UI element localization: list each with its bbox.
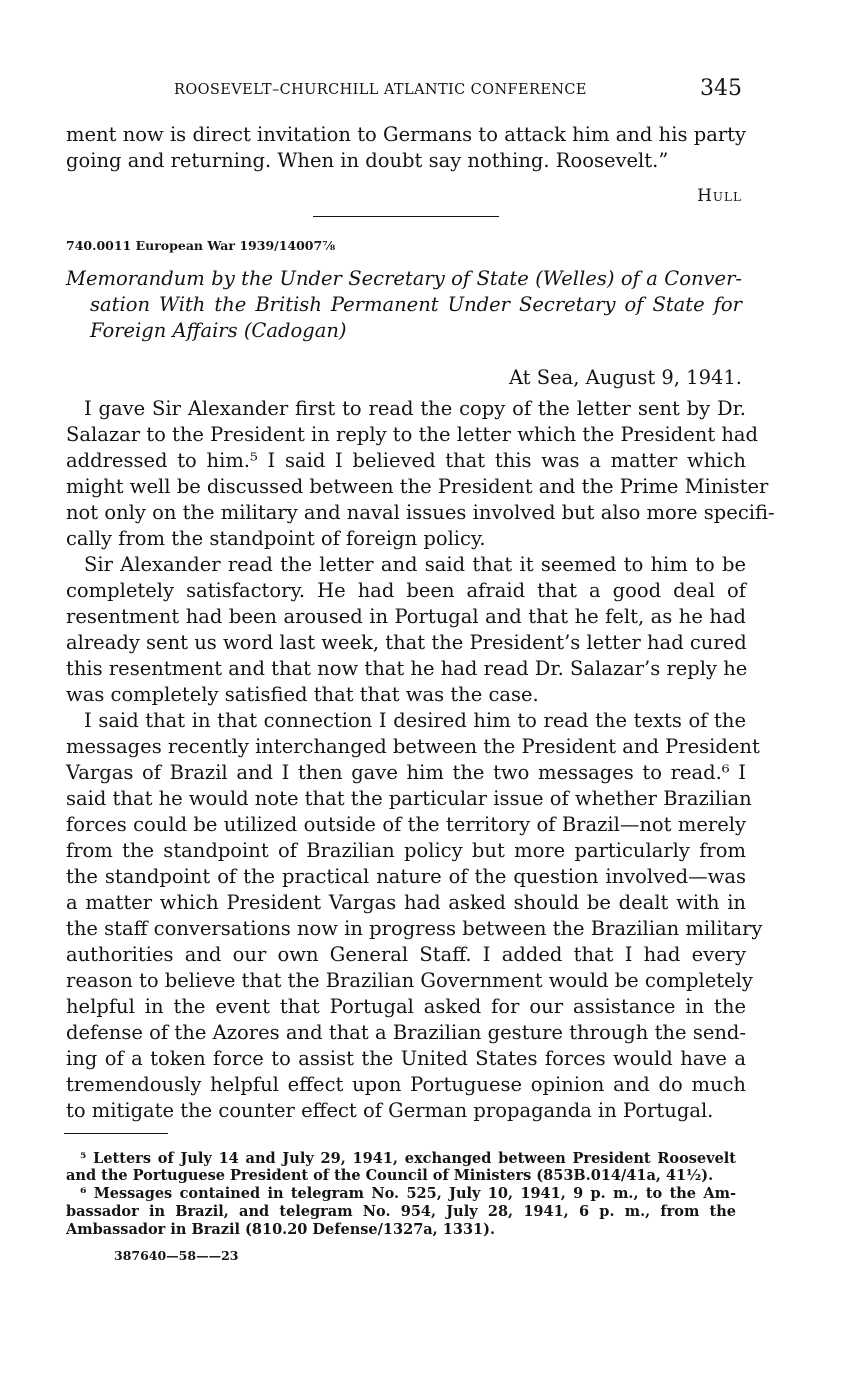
paragraph-line: defense of the Azores and that a Brazilian gesture through the send-	[66, 1021, 746, 1044]
page-number: 345	[700, 76, 742, 101]
document-title-line-3: Foreign Affairs (Cadogan)	[90, 319, 347, 342]
footnote-separator	[64, 1133, 168, 1134]
paragraph-line: from the standpoint of Brazilian policy but more particularly from	[66, 839, 746, 862]
prev-doc-line-2: going and returning. When in doubt say nothing. Roosevelt.”	[66, 149, 669, 172]
paragraph-line: addressed to him.⁵ I said I believed that this was a matter which	[66, 449, 746, 472]
paragraph-line: was completely satisfied that that was the case.	[66, 683, 539, 706]
dateline: At Sea, August 9, 1941.	[508, 366, 742, 389]
signature: Hull	[697, 186, 742, 206]
footnote-line: ⁵ Letters of July 14 and July 29, 1941, exchanged between President Roosevelt	[80, 1150, 736, 1167]
running-header: ROOSEVELT–CHURCHILL ATLANTIC CONFERENCE	[174, 82, 587, 98]
paragraph-line: helpful in the event that Portugal asked for our assistance in the	[66, 995, 746, 1018]
paragraph-line: authorities and our own General Staff. I added that I had every	[66, 943, 746, 966]
paragraph-line: already sent us word last week, that the President’s letter had cured	[66, 631, 747, 654]
paragraph-line: forces could be utilized outside of the territory of Brazil—not merely	[66, 813, 746, 836]
paragraph-line: might well be discussed between the President and the Prime Minister	[66, 475, 769, 498]
paragraph-line: Salazar to the President in reply to the letter which the President had	[66, 423, 759, 446]
footnote-line: Ambassador in Brazil (810.20 Defense/1327a, 1331).	[66, 1221, 496, 1238]
document-title-line-2: sation With the British Permanent Under Secretary of State for	[90, 293, 742, 316]
footnote-line: and the Portuguese President of the Council of Ministers (853B.014/41a, 41½).	[66, 1167, 714, 1184]
paragraph-line: ing of a token force to assist the United States forces would have a	[66, 1047, 746, 1070]
document-title-line-1: Memorandum by the Under Secretary of State (Welles) of a Conver-	[66, 267, 742, 290]
document-separator	[313, 216, 499, 217]
paragraph-line: a matter which President Vargas had asked should be dealt with in	[66, 891, 746, 914]
paragraph-line: the staff conversations now in progress between the Brazilian military	[66, 917, 763, 940]
paragraph-line: cally from the standpoint of foreign policy.	[66, 527, 486, 550]
paragraph-line: this resentment and that now that he had read Dr. Salazar’s reply he	[66, 657, 748, 680]
paragraph-line: the standpoint of the practical nature of the question involved—was	[66, 865, 746, 888]
paragraph-line: to mitigate the counter effect of German propaganda in Portugal.	[66, 1099, 714, 1122]
paragraph-line: said that he would note that the particular issue of whether Brazilian	[66, 787, 752, 810]
prev-doc-line-1: ment now is direct invitation to Germans to attack him and his party	[66, 123, 746, 146]
paragraph-line: Sir Alexander read the letter and said that it seemed to him to be	[84, 553, 746, 576]
paragraph-line: messages recently interchanged between the President and President	[66, 735, 760, 758]
paragraph-line: not only on the military and naval issues involved but also more specifi-	[66, 501, 775, 524]
paragraph-line: Vargas of Brazil and I then gave him the two messages to read.⁶ I	[66, 761, 746, 784]
print-code: 387640—58——23	[114, 1248, 239, 1263]
footnote-line: ⁶ Messages contained in telegram No. 525, July 10, 1941, 9 p. m., to the Am-	[80, 1185, 736, 1202]
footnote-line: bassador in Brazil, and telegram No. 954, July 28, 1941, 6 p. m., from the	[66, 1203, 736, 1220]
paragraph-line: completely satisfactory. He had been afraid that a good deal of	[66, 579, 746, 602]
paragraph-line: tremendously helpful effect upon Portuguese opinion and do much	[66, 1073, 746, 1096]
paragraph-line: I gave Sir Alexander first to read the copy of the letter sent by Dr.	[84, 397, 746, 420]
file-number: 740.0011 European War 1939/14007⅞	[66, 238, 336, 253]
paragraph-line: reason to believe that the Brazilian Government would be completely	[66, 969, 753, 992]
paragraph-line: resentment had been aroused in Portugal and that he felt, as he had	[66, 605, 746, 628]
paragraph-line: I said that in that connection I desired him to read the texts of the	[84, 709, 746, 732]
